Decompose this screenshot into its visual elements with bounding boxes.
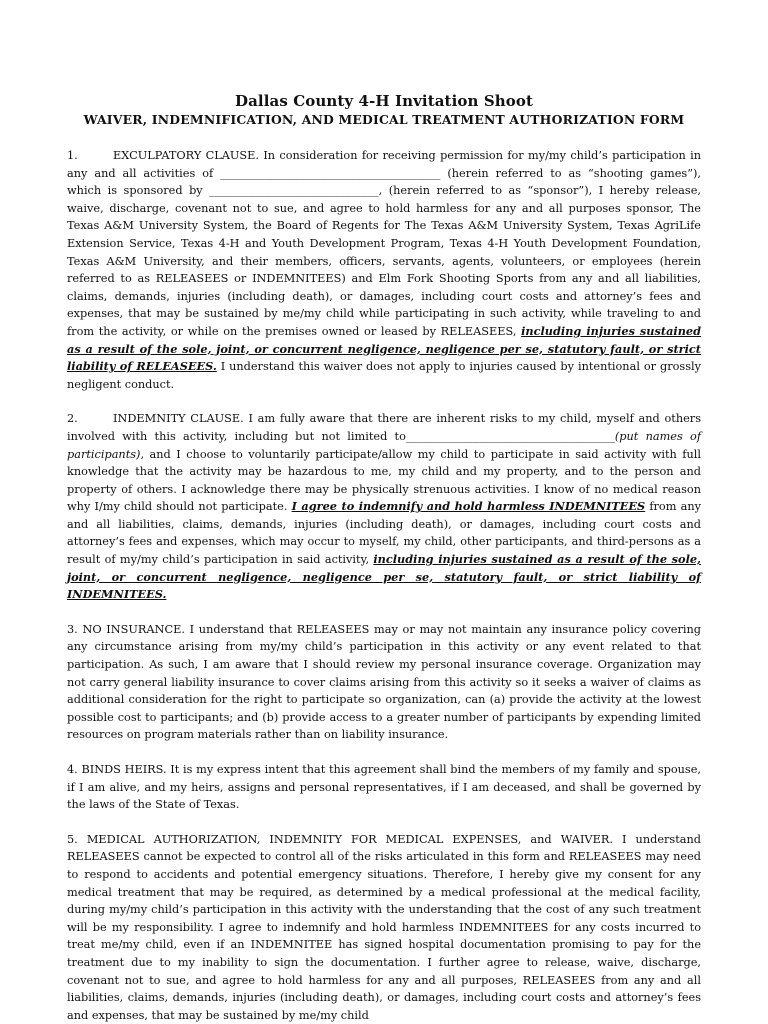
indemnity-text-mid: , and I choose to voluntarily participate/allow my child to participate in said activity with full knowledge that the activity may be hazardous to me, my child and my property, and to the person and property of others. I acknowledge there may be physically strenuous activities. I know of no medical reason why I/my child should not participate. <box>67 447 701 514</box>
section-number: 2. <box>67 412 78 426</box>
medical-authorization-clause: 5. MEDICAL AUTHORIZATION, INDEMNITY FOR MEDICAL EXPENSES, and WAIVER. I understand RELEASEES cannot be expected to control all of the risks articulated in this form and RELEASEES may need to respond to accidents and potential emergency situations. Therefore, I hereby give my consent for any medical treatment that may be required, as determined by a medical professional at the medical facility, during my/my child’s participation in this activity with the understanding that the cost of any such treatment will be my responsibility. I agree to indemnify and hold harmless INDEMNITEES for any costs incurred to treat me/my child, even if an INDEMNITEE has signed hospital documentation promising to pay for the treatment due to my inability to sign the documentation. I further agree to release, waive, discharge, covenant not to sue, and agree to hold harmless for any and all purposes, RELEASEES from any and all liabilities, claims, demands, injuries (including death), or damages, including court costs and attorney’s fees and expenses, that may be sustained by me/my child <box>67 832 701 1022</box>
document-title: Dallas County 4-H Invitation Shoot <box>234 92 533 110</box>
exculpatory-text: EXCULPATORY CLAUSE. In consideration for receiving permission for my/my child’s participation in any and all activities of _______________________________________ (herein referred to as “shooting games”), which is sponsored by ______________________________, (herein referred to as “sponsor”), I hereby release, waive, discharge, covenant not to sue, and agree to hold harmless for any and all purposes sponsor, The Texas A&M University System, the Board of Regents for The Texas A&M University System, Texas AgriLife Extension Service, Texas 4-H and Youth Development Program, Texas 4-H Youth Development Foundation, Texas A&M University, and their members, officers, servants, agents, volunteers, or employees (herein referred to as RELEASEES or INDEMNITEES) and Elm Fork Shooting Sports from any and all liabilities, claims, demands, injuries (including death), or damages, including court costs and attorney’s fees and expenses, that may be sustained by me/my child while participating in such activity, while traveling to and from the activity, or while on the premises owned or leased by RELEASEES, <box>67 149 701 338</box>
document-subtitle: WAIVER, INDEMNIFICATION, AND MEDICAL TREATMENT AUTHORIZATION FORM <box>83 112 685 127</box>
exculpatory-text-end: I understand this waiver does not apply to injuries caused by intentional or grossly negligent conduct. <box>67 360 701 391</box>
exculpatory-emphasis: including injuries sustained as a result of the sole, joint, or concurrent negligence, negligence per se, statutory fault, or strict liability of RELEASEES. <box>67 323 701 374</box>
indemnify-emphasis: I agree to indemnify and hold harmless INDEMNITEES <box>291 499 646 514</box>
exculpatory-clause <box>67 147 701 393</box>
binds-heirs-clause: 4. BINDS HEIRS. It is my express intent that this agreement shall bind the members of my family and spouse, if I am alive, and my heirs, assigns and personal representatives, if I am deceased, and shall be governed by the laws of the State of Texas. <box>67 763 701 812</box>
participants-note: (put names of participants) <box>67 429 702 461</box>
indemnity-clause <box>67 410 701 604</box>
no-insurance-clause: 3. NO INSURANCE. I understand that RELEASEES may or may not maintain any insurance policy covering any circumstance arising from my/my child’s participation in this activity or any event related to that participation. As such, I am aware that I should review my personal insurance coverage. Organization may not carry general liability insurance to cover claims arising from this activity so it seeks a waiver of claims as additional consideration for the right to participate so organization, can (a) provide the activity at the lowest possible cost to participants; and (b) provide access to a greater number of participants by expending limited resources on program materials rather than on liability insurance. <box>67 622 701 742</box>
indemnity-text-cont: from any and all liabilities, claims, demands, injuries (including death), or damages, including court costs and attorney’s fees and expenses, which may occur to myself, my child, other participants, and third-persons as a result of my/my child’s participation in said activity, <box>67 500 702 567</box>
indemnity-emphasis: including injuries sustained as a result of the sole, joint, or concurrent negligence, negligence per se, statutory fault, or strict liability of INDEMNITEES. <box>67 552 701 602</box>
indemnity-text: INDEMNITY CLAUSE. I am fully aware that there are inherent risks to my child, myself and others involved with this activity, including but not limited to_____________________________________ <box>67 412 701 443</box>
section-number: 1. <box>67 149 78 162</box>
